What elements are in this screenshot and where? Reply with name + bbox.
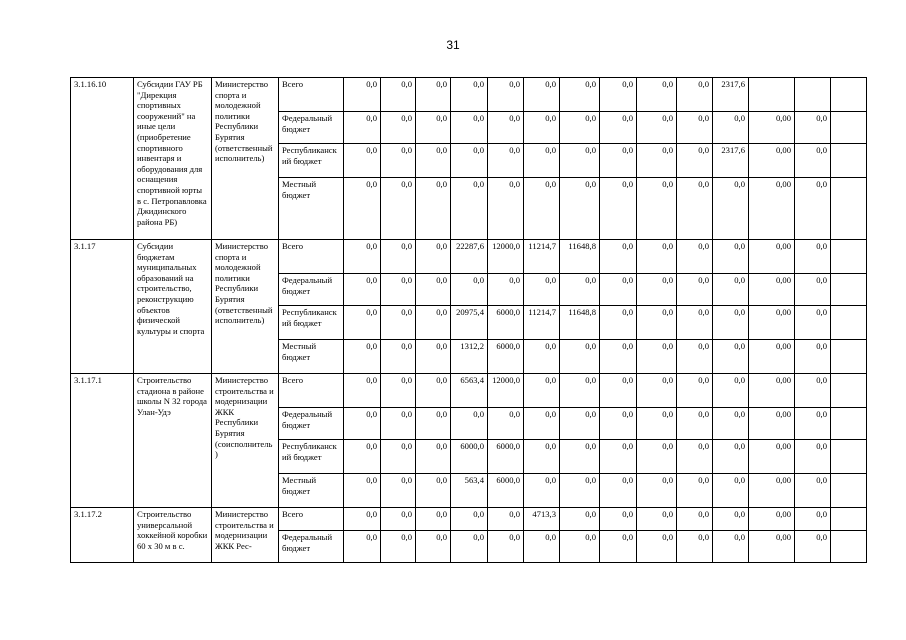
table-row: [71, 240, 867, 274]
amount-cell: 6000,0: [488, 440, 524, 474]
activity-executor: Министерство строительства и модернизации ЖКК Рес-: [212, 508, 279, 563]
amount-cell: 0,0: [795, 112, 831, 144]
amount-cell: [831, 408, 867, 440]
amount-cell: 0,0: [600, 531, 637, 563]
amount-cell: 0,0: [795, 531, 831, 563]
amount-cell: 0,0: [560, 340, 600, 374]
amount-cell: 0,0: [524, 274, 560, 306]
amount-cell: 6000,0: [488, 474, 524, 508]
amount-cell: 0,0: [677, 440, 713, 474]
activity-executor: Министерство спорта и молодежной политики Республики Бурятия (ответственный исполнитель): [212, 240, 279, 374]
amount-cell: 0,0: [381, 144, 416, 178]
amount-cell: [749, 78, 795, 112]
amount-cell: 0,0: [560, 508, 600, 531]
amount-cell: 0,0: [560, 408, 600, 440]
amount-cell: 0,0: [637, 240, 677, 274]
amount-cell: 0,0: [795, 408, 831, 440]
amount-cell: 0,0: [344, 408, 381, 440]
amount-cell: 0,0: [344, 306, 381, 340]
amount-cell: 0,0: [344, 144, 381, 178]
amount-cell: 0,0: [637, 340, 677, 374]
amount-cell: 0,0: [416, 274, 451, 306]
amount-cell: 0,0: [344, 178, 381, 240]
amount-cell: 0,0: [451, 408, 488, 440]
amount-cell: 0,0: [524, 112, 560, 144]
amount-cell: 0,0: [560, 274, 600, 306]
amount-cell: 0,0: [713, 340, 749, 374]
funding-source-label: Республиканский бюджет: [279, 440, 344, 474]
amount-cell: 0,0: [795, 306, 831, 340]
amount-cell: 0,0: [600, 274, 637, 306]
amount-cell: 0,00: [749, 178, 795, 240]
table-row: [71, 78, 867, 112]
amount-cell: [831, 274, 867, 306]
amount-cell: 0,0: [451, 112, 488, 144]
amount-cell: 0,0: [381, 178, 416, 240]
amount-cell: 0,0: [795, 340, 831, 374]
amount-cell: 0,0: [381, 508, 416, 531]
amount-cell: 0,00: [749, 440, 795, 474]
amount-cell: 0,0: [416, 374, 451, 408]
amount-cell: 0,0: [713, 374, 749, 408]
amount-cell: 11648,8: [560, 240, 600, 274]
amount-cell: 0,0: [451, 144, 488, 178]
amount-cell: [831, 78, 867, 112]
amount-cell: 0,00: [749, 340, 795, 374]
amount-cell: 0,0: [524, 78, 560, 112]
amount-cell: 0,00: [749, 474, 795, 508]
amount-cell: 0,0: [344, 440, 381, 474]
amount-cell: 0,0: [560, 474, 600, 508]
amount-cell: 0,0: [637, 374, 677, 408]
amount-cell: 6000,0: [488, 306, 524, 340]
amount-cell: 0,0: [713, 474, 749, 508]
amount-cell: 0,0: [637, 508, 677, 531]
amount-cell: 0,0: [637, 144, 677, 178]
amount-cell: 0,0: [713, 508, 749, 531]
amount-cell: 0,0: [451, 274, 488, 306]
amount-cell: 0,0: [416, 112, 451, 144]
amount-cell: 0,0: [381, 112, 416, 144]
amount-cell: 0,0: [344, 531, 381, 563]
amount-cell: 0,00: [749, 240, 795, 274]
amount-cell: 0,0: [416, 408, 451, 440]
amount-cell: 0,0: [524, 531, 560, 563]
activity-name: Субсидии бюджетам муниципальных образований на строительство, реконструкцию объектов физической культуры и спорта: [134, 240, 212, 374]
amount-cell: 0,0: [713, 531, 749, 563]
amount-cell: 0,0: [344, 474, 381, 508]
amount-cell: 12000,0: [488, 240, 524, 274]
table-row: [71, 508, 867, 531]
funding-source-label: Местный бюджет: [279, 474, 344, 508]
amount-cell: 0,0: [600, 508, 637, 531]
amount-cell: 0,0: [795, 440, 831, 474]
amount-cell: 0,0: [344, 508, 381, 531]
amount-cell: 0,0: [713, 178, 749, 240]
amount-cell: 0,00: [749, 531, 795, 563]
amount-cell: 0,0: [381, 440, 416, 474]
amount-cell: 0,0: [677, 78, 713, 112]
funding-source-label: Всего: [279, 240, 344, 274]
amount-cell: 0,00: [749, 374, 795, 408]
amount-cell: 11648,8: [560, 306, 600, 340]
amount-cell: [831, 112, 867, 144]
amount-cell: 0,0: [451, 78, 488, 112]
amount-cell: 0,0: [488, 531, 524, 563]
amount-cell: 0,0: [381, 240, 416, 274]
amount-cell: 0,0: [600, 474, 637, 508]
amount-cell: 563,4: [451, 474, 488, 508]
amount-cell: 22287,6: [451, 240, 488, 274]
amount-cell: 0,0: [600, 78, 637, 112]
amount-cell: 0,0: [677, 240, 713, 274]
activity-code: 3.1.17.1: [71, 374, 134, 508]
activity-code: 3.1.17.2: [71, 508, 134, 563]
amount-cell: 0,0: [713, 408, 749, 440]
amount-cell: [831, 474, 867, 508]
amount-cell: 0,0: [524, 374, 560, 408]
amount-cell: 0,0: [416, 474, 451, 508]
amount-cell: 6563,4: [451, 374, 488, 408]
amount-cell: 0,0: [344, 78, 381, 112]
amount-cell: 0,0: [795, 240, 831, 274]
amount-cell: 0,0: [600, 178, 637, 240]
amount-cell: 0,0: [560, 78, 600, 112]
amount-cell: 0,0: [524, 178, 560, 240]
amount-cell: [795, 78, 831, 112]
amount-cell: 0,0: [637, 440, 677, 474]
amount-cell: 0,00: [749, 274, 795, 306]
amount-cell: 0,0: [488, 508, 524, 531]
amount-cell: 0,0: [488, 144, 524, 178]
amount-cell: 0,0: [677, 474, 713, 508]
budget-table: [70, 77, 867, 563]
amount-cell: 0,0: [677, 408, 713, 440]
amount-cell: 1312,2: [451, 340, 488, 374]
amount-cell: [831, 340, 867, 374]
amount-cell: 0,0: [637, 112, 677, 144]
amount-cell: 0,00: [749, 306, 795, 340]
amount-cell: 6000,0: [488, 340, 524, 374]
amount-cell: [831, 374, 867, 408]
amount-cell: 0,0: [381, 408, 416, 440]
funding-source-label: Местный бюджет: [279, 340, 344, 374]
amount-cell: 0,0: [713, 240, 749, 274]
funding-source-label: Всего: [279, 374, 344, 408]
budget-table-body: [71, 78, 867, 563]
amount-cell: 0,0: [600, 374, 637, 408]
funding-source-label: Федеральный бюджет: [279, 531, 344, 563]
amount-cell: 0,0: [344, 340, 381, 374]
amount-cell: 0,0: [637, 306, 677, 340]
amount-cell: 0,0: [416, 531, 451, 563]
activity-name: Субсидии ГАУ РБ "Дирекция спортивных сооружений" на иные цели (приобретение спортивного инвентаря и оборудования для оснащения спортивной юрты в с. Петропавловка Джидинского района РБ): [134, 78, 212, 240]
funding-source-label: Федеральный бюджет: [279, 408, 344, 440]
activity-executor: Министерство спорта и молодежной политики Республики Бурятия (ответственный исполнитель): [212, 78, 279, 240]
amount-cell: 2317,6: [713, 78, 749, 112]
amount-cell: 0,0: [381, 306, 416, 340]
amount-cell: 0,0: [795, 474, 831, 508]
amount-cell: 0,0: [524, 408, 560, 440]
amount-cell: 0,0: [344, 374, 381, 408]
amount-cell: 0,0: [795, 508, 831, 531]
amount-cell: 0,0: [416, 508, 451, 531]
amount-cell: 2317,6: [713, 144, 749, 178]
amount-cell: 0,0: [381, 531, 416, 563]
amount-cell: 0,0: [416, 178, 451, 240]
amount-cell: 0,0: [344, 240, 381, 274]
amount-cell: 0,0: [795, 274, 831, 306]
amount-cell: 0,0: [524, 474, 560, 508]
amount-cell: 0,0: [713, 112, 749, 144]
amount-cell: 0,0: [488, 78, 524, 112]
amount-cell: 0,0: [677, 274, 713, 306]
amount-cell: 0,0: [488, 178, 524, 240]
activity-name: Строительство универсальной хоккейной коробки 60 x 30 м в с.: [134, 508, 212, 563]
amount-cell: 0,0: [560, 440, 600, 474]
amount-cell: 0,0: [560, 374, 600, 408]
amount-cell: 0,0: [488, 408, 524, 440]
amount-cell: [831, 240, 867, 274]
funding-source-label: Республиканский бюджет: [279, 144, 344, 178]
amount-cell: [831, 178, 867, 240]
amount-cell: 0,0: [416, 240, 451, 274]
amount-cell: 0,0: [451, 178, 488, 240]
amount-cell: 0,0: [381, 474, 416, 508]
amount-cell: 0,00: [749, 408, 795, 440]
amount-cell: 0,0: [451, 508, 488, 531]
amount-cell: 0,0: [381, 340, 416, 374]
amount-cell: 0,0: [637, 274, 677, 306]
amount-cell: 0,00: [749, 144, 795, 178]
amount-cell: [831, 531, 867, 563]
amount-cell: 0,0: [600, 408, 637, 440]
amount-cell: 11214,7: [524, 306, 560, 340]
activity-code: 3.1.16.10: [71, 78, 134, 240]
funding-source-label: Местный бюджет: [279, 178, 344, 240]
amount-cell: 20975,4: [451, 306, 488, 340]
activity-code: 3.1.17: [71, 240, 134, 374]
amount-cell: 0,0: [560, 112, 600, 144]
amount-cell: [831, 306, 867, 340]
funding-source-label: Всего: [279, 78, 344, 112]
amount-cell: 0,0: [560, 531, 600, 563]
amount-cell: 0,0: [344, 274, 381, 306]
amount-cell: 12000,0: [488, 374, 524, 408]
amount-cell: 0,0: [713, 440, 749, 474]
amount-cell: 0,0: [381, 374, 416, 408]
amount-cell: 0,0: [795, 178, 831, 240]
amount-cell: 0,0: [560, 178, 600, 240]
funding-source-label: Федеральный бюджет: [279, 112, 344, 144]
activity-executor: Министерство строительства и модернизации ЖКК Республики Бурятия (соисполнитель): [212, 374, 279, 508]
amount-cell: 11214,7: [524, 240, 560, 274]
amount-cell: 0,0: [600, 112, 637, 144]
amount-cell: [831, 144, 867, 178]
amount-cell: 0,0: [416, 144, 451, 178]
amount-cell: 0,0: [488, 112, 524, 144]
amount-cell: 0,00: [749, 112, 795, 144]
amount-cell: [831, 508, 867, 531]
amount-cell: 0,0: [416, 306, 451, 340]
amount-cell: 0,0: [637, 408, 677, 440]
amount-cell: 0,0: [600, 306, 637, 340]
table-row: [71, 374, 867, 408]
amount-cell: 0,0: [451, 531, 488, 563]
amount-cell: 0,0: [677, 508, 713, 531]
amount-cell: 0,0: [637, 474, 677, 508]
amount-cell: 0,0: [795, 144, 831, 178]
amount-cell: 0,00: [749, 508, 795, 531]
amount-cell: 0,0: [524, 340, 560, 374]
amount-cell: 0,0: [344, 112, 381, 144]
amount-cell: 0,0: [637, 78, 677, 112]
funding-source-label: Всего: [279, 508, 344, 531]
amount-cell: 0,0: [560, 144, 600, 178]
amount-cell: 0,0: [713, 306, 749, 340]
amount-cell: 0,0: [381, 274, 416, 306]
activity-name: Строительство стадиона в районе школы N 32 города Улан-Удэ: [134, 374, 212, 508]
amount-cell: 0,0: [381, 78, 416, 112]
amount-cell: [831, 440, 867, 474]
amount-cell: 0,0: [600, 144, 637, 178]
amount-cell: 0,0: [524, 440, 560, 474]
amount-cell: 0,0: [677, 112, 713, 144]
amount-cell: 0,0: [600, 340, 637, 374]
amount-cell: 0,0: [416, 440, 451, 474]
amount-cell: 0,0: [488, 274, 524, 306]
amount-cell: 4713,3: [524, 508, 560, 531]
amount-cell: 6000,0: [451, 440, 488, 474]
amount-cell: 0,0: [416, 340, 451, 374]
amount-cell: 0,0: [637, 531, 677, 563]
amount-cell: 0,0: [524, 144, 560, 178]
amount-cell: 0,0: [677, 374, 713, 408]
amount-cell: 0,0: [677, 306, 713, 340]
funding-source-label: Республиканский бюджет: [279, 306, 344, 340]
amount-cell: 0,0: [795, 374, 831, 408]
funding-source-label: Федеральный бюджет: [279, 274, 344, 306]
amount-cell: 0,0: [600, 240, 637, 274]
amount-cell: 0,0: [677, 144, 713, 178]
amount-cell: 0,0: [637, 178, 677, 240]
amount-cell: 0,0: [600, 440, 637, 474]
amount-cell: 0,0: [677, 340, 713, 374]
page-number: 31: [446, 38, 460, 52]
amount-cell: 0,0: [677, 531, 713, 563]
amount-cell: 0,0: [416, 78, 451, 112]
amount-cell: 0,0: [713, 274, 749, 306]
amount-cell: 0,0: [677, 178, 713, 240]
